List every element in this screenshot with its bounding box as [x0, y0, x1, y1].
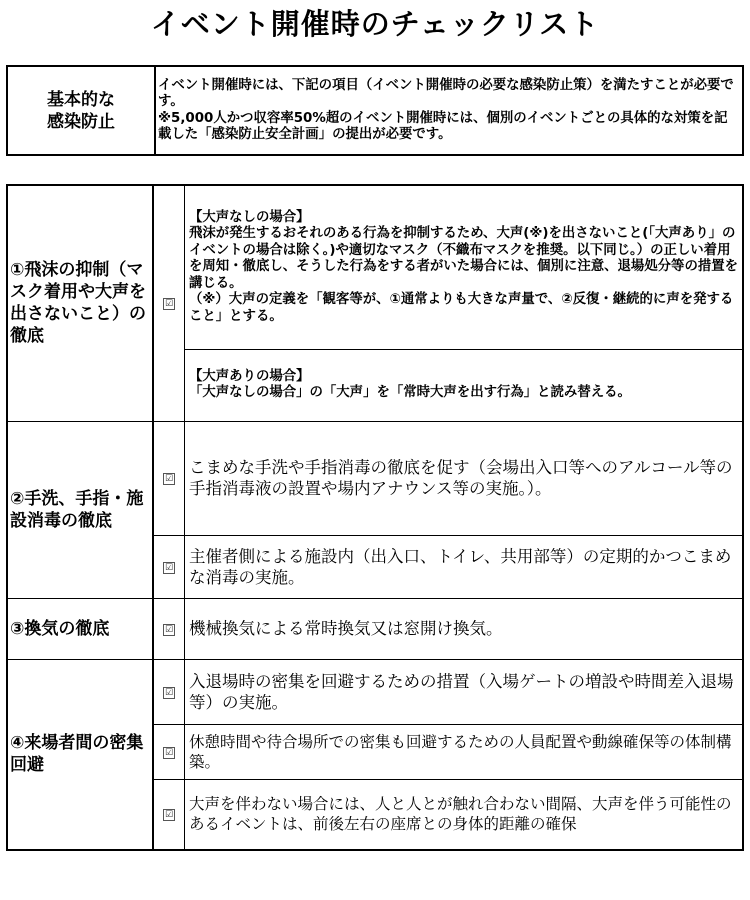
item-heading: 【大声なしの場合】 [189, 209, 310, 225]
check-item-text: 入退場時の密集を回避するための措置（入場ゲートの増設や時間差入退場等）の実施。 [185, 659, 744, 724]
category-droplet-suppression: ①飛沫の抑制（マスク着用や大声を出さないこと）の徹底 [7, 185, 153, 421]
checkbox[interactable]: ☑ [164, 810, 174, 821]
category-hand-sanitization: ②手洗、手指・施設消毒の徹底 [7, 421, 153, 598]
table-row [7, 421, 743, 535]
checkbox[interactable]: ☑ [164, 687, 174, 698]
basic-prevention-description [155, 66, 743, 155]
table-row [7, 185, 743, 349]
checkbox-cell [153, 659, 185, 724]
checkbox-cell [153, 598, 185, 659]
basic-label-line1: 基本的な [47, 89, 115, 110]
category-ventilation: ③換気の徹底 [7, 598, 153, 659]
checkbox[interactable]: ☑ [164, 624, 174, 635]
checklist-table [6, 184, 744, 851]
category-crowd-avoidance: ④来場者間の密集回避 [7, 659, 153, 850]
basic-desc-line1: イベント開催時には、下記の項目（イベント開催時の必要な感染防止策）を満たすことが必要です。 [158, 77, 734, 109]
checkbox-cell [153, 185, 185, 421]
check-item-text: こまめな手洗や手指消毒の徹底を促す（会場出入口等へのアルコール等の手指消毒液の設置や場内アナウンス等の実施。）。 [185, 421, 744, 535]
checkbox-cell [153, 421, 185, 535]
check-item-text: 大声を伴わない場合には、人と人とが触れ合わない間隔、大声を伴う可能性のあるイベントは、前後左右の座席との身体的距離の確保 [185, 779, 744, 850]
item-heading: 【大声ありの場合】 [189, 368, 310, 384]
table-row [7, 659, 743, 724]
basic-prevention-table [6, 65, 744, 156]
check-item-text [185, 185, 744, 349]
item-body: 「大声なしの場合」の「大声」を「常時大声を出す行為」と読み替える。 [189, 385, 631, 400]
checkbox[interactable]: ☑ [164, 562, 174, 573]
check-item-text: 主催者側による施設内（出入口、トイレ、共用部等）の定期的かつこまめな消毒の実施。 [185, 535, 744, 598]
checkbox-cell [153, 724, 185, 779]
table-row [7, 598, 743, 659]
check-item-text: 機械換気による常時換気又は窓開け換気。 [185, 598, 744, 659]
checkbox[interactable]: ☑ [164, 474, 174, 484]
page-title: イベント開催時のチェックリスト [150, 7, 600, 41]
check-item-text [185, 349, 744, 421]
basic-label-line2: 感染防止 [47, 111, 115, 132]
item-body: 飛沫が発生するおそれのある行為を抑制するため、大声(※)を出さないこと(「大声あり」のイベントの場合は除く。)や適切なマスク（不織布マスクを推奨。以下同じ。）の正しい着用を周知・徹底し、そうした行為をする者がいた場合には、個別に注意、退場処分等の措置を講じる。 [189, 226, 739, 291]
checkbox[interactable]: ☑ [164, 747, 174, 758]
basic-prevention-label [7, 66, 155, 155]
checkbox[interactable]: ☑ [164, 299, 174, 310]
item-note: （※）大声の定義を「観客等が、①通常よりも大きな声量で、②反復・継続的に声を発すること」とする。 [189, 292, 734, 324]
checkbox-cell [153, 779, 185, 850]
check-item-text: 休憩時間や待合場所での密集も回避するための人員配置や動線確保等の体制構築。 [185, 724, 744, 779]
basic-desc-line2: ※5,000人かつ収容率50%超のイベント開催時には、個別のイベントごとの具体的な対策を記載した「感染防止安全計画」の提出が必要です。 [158, 110, 728, 142]
checkbox-cell [153, 535, 185, 598]
